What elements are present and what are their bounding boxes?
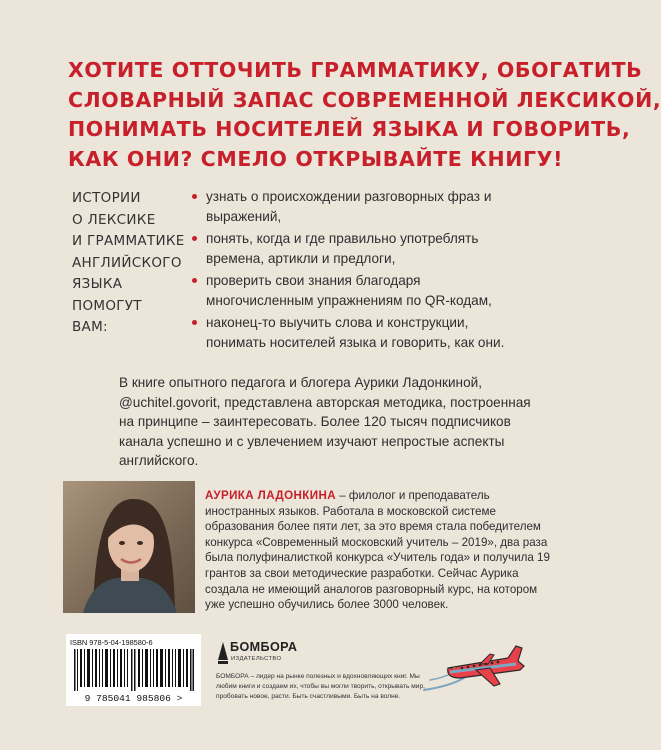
list-item-text: проверить свои знания благодаря многочисленным упражнениям по QR-кодам,	[206, 273, 492, 308]
bullet-dot-icon	[192, 194, 197, 199]
list-item-text: наконец-то выучить слова и конструкции, понимать носителей языка и говорить, как они.	[206, 315, 505, 350]
publisher-name: БОМБОРА	[230, 640, 298, 654]
list-item	[192, 229, 522, 268]
author-bio	[205, 488, 550, 613]
list-item	[192, 313, 522, 352]
side-title-line: АНГЛИЙСКОГО	[72, 254, 182, 271]
side-title-line: ПОМОГУТ	[72, 297, 142, 314]
author-name: АУРИКА ЛАДОНКИНА	[205, 489, 337, 502]
list-item	[192, 187, 522, 226]
bullet-dot-icon	[192, 278, 197, 283]
headline-line: ХОТИТЕ ОТТОЧИТЬ ГРАММАТИКУ, ОБОГАТИТЬ	[68, 58, 643, 82]
isbn-text: ISBN 978-5-04-198580-6	[70, 638, 153, 647]
headline-line: СЛОВАРНЫЙ ЗАПАС СОВРЕМЕННОЙ ЛЕКСИКОЙ,	[68, 87, 661, 112]
list-item	[192, 271, 522, 310]
side-title-line: ИСТОРИИ	[72, 190, 141, 206]
benefits-list	[192, 187, 522, 355]
publisher-subtitle: ИЗДАТЕЛЬСТВО	[231, 656, 282, 662]
headline	[68, 56, 661, 174]
author-photo	[63, 481, 195, 613]
publisher-description: БОМБОРА – лидер на рынке полезных и вдохновляющих книг. Мы любим книги и создаем их, чтобы вы могли творить, открывать мир, пробовать новое, расти. Быть счастливыми. Быть на волне.	[216, 673, 425, 700]
side-title-line: И ГРАММАТИКЕ	[72, 233, 185, 249]
headline-line: ПОНИМАТЬ НОСИТЕЛЕЙ ЯЗЫКА И ГОВОРИТЬ,	[68, 117, 631, 141]
list-item-text: понять, когда и где правильно употреблять времена, артикли и предлоги,	[206, 231, 479, 266]
headline-line: КАК ОНИ? СМЕЛО ОТКРЫВАЙТЕ КНИГУ!	[68, 146, 564, 171]
side-title-line: О ЛЕКСИКЕ	[72, 211, 156, 228]
bullet-dot-icon	[192, 236, 197, 241]
side-title	[72, 188, 185, 339]
airplane-illustration-icon	[420, 628, 530, 696]
bullet-dot-icon	[192, 320, 197, 325]
author-bio-text: – филолог и преподаватель иностранных языков. Работала в московской системе образования более пяти лет, за это время стала победителем конкурса «Современный московский учитель – 2019», два раза была полуфиналисткой конкурса «Учитель года» и получила 19 грантов за свои методические разработки. Сейчас Аурика создала не имеющий аналогов разговорный курс, на котором уже успешно обучились более 3000 человек.	[205, 489, 550, 612]
side-title-line: ВАМ:	[72, 319, 108, 335]
barcode-bars	[74, 649, 194, 691]
side-title-line: ЯЗЫКА	[72, 276, 123, 292]
list-item-text: узнать о происхождении разговорных фраз и выражений,	[206, 189, 492, 224]
intro-paragraph: В книге опытного педагога и блогера Аурики Ладонкиной, @uchitel.govorit, представлена авторская методика, построенная на принципе – заинтересовать. Более 120 тысяч подписчиков канала успешно и с увлечением изучают непростые аспекты английского.	[119, 375, 531, 468]
barcode-number: 9 785041 985806 >	[84, 693, 183, 704]
barcode-panel	[66, 634, 201, 706]
